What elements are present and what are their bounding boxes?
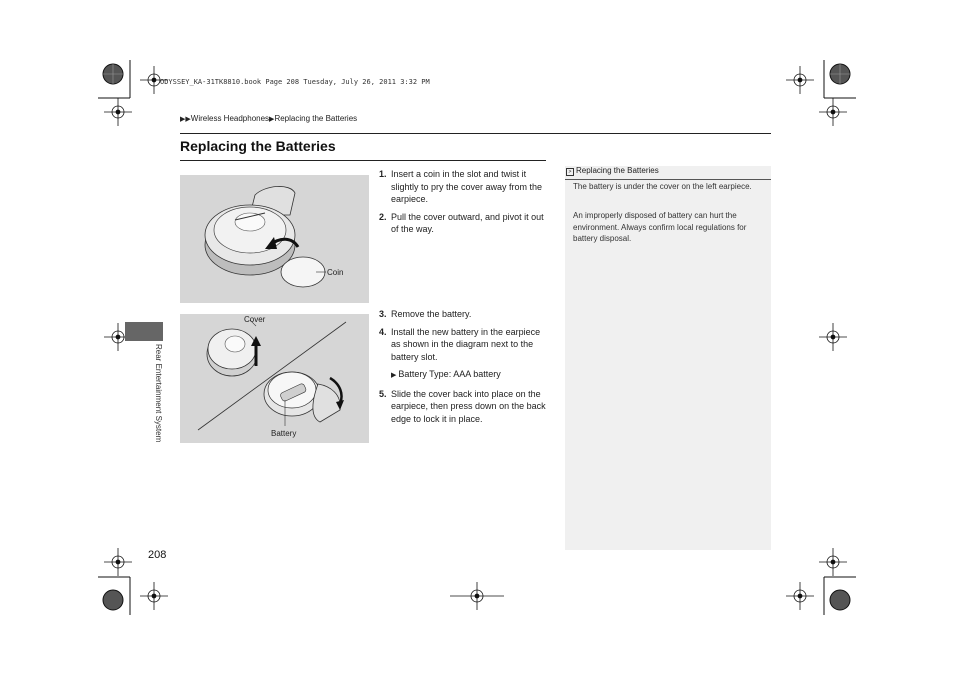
step-number: 5. — [379, 388, 387, 399]
step-item — [379, 168, 546, 206]
step-item — [379, 308, 546, 321]
arrow-icon: ▶ — [269, 116, 275, 123]
double-arrow-icon: ▶▶ — [180, 116, 191, 123]
chapter-tab-label: Rear Entertainment System — [154, 344, 163, 443]
step-item — [379, 211, 546, 236]
section-title: Replacing the Batteries — [180, 138, 336, 154]
title-rule — [180, 160, 546, 161]
header-rule — [180, 133, 771, 134]
step-item — [379, 326, 546, 364]
earpiece-illustration — [180, 175, 369, 303]
figure-cover-battery — [180, 314, 369, 443]
steps-group-2 — [379, 308, 546, 430]
chapter-tab[interactable] — [125, 322, 163, 341]
sidebar-paragraph: An improperly disposed of battery can hurt the environment. Always confirm local regulations for battery disposal. — [573, 211, 747, 243]
sidebar-heading — [566, 166, 771, 176]
breadcrumb-level2[interactable]: Replacing the Batteries — [274, 114, 358, 123]
step-text: Pull the cover outward, and pivot it out of the way. — [391, 211, 544, 234]
figure-coin-in-slot — [180, 175, 369, 303]
print-header: ODYSSEY_KA-31TK8810.book Page 208 Tuesday, July 26, 2011 3:32 PM — [160, 78, 430, 86]
note-icon: > — [566, 168, 574, 176]
sidebar-paragraph: The battery is under the cover on the left earpiece. — [573, 182, 752, 191]
battery-type-note — [391, 368, 546, 383]
step-text: Remove the battery. — [391, 309, 472, 319]
step-number: 1. — [379, 169, 387, 179]
breadcrumb — [180, 114, 357, 123]
page-number: 208 — [148, 549, 167, 561]
breadcrumb-level1[interactable]: Wireless Headphones — [190, 114, 270, 123]
step-item — [379, 388, 546, 426]
step-number: 3. — [379, 309, 387, 319]
arrow-icon: ▶ — [391, 372, 399, 379]
sidebar-heading-text: Replacing the Batteries — [576, 166, 659, 175]
callout-battery: Battery — [271, 429, 297, 438]
callout-cover: Cover — [244, 315, 266, 324]
step-text: Install the new battery in the earpiece as shown in the diagram next to the battery slot. — [391, 326, 541, 362]
sidebar-rule — [565, 179, 771, 180]
callout-coin: Coin — [327, 268, 344, 277]
step-number: 2. — [379, 211, 387, 222]
step-text: Slide the cover back into place on the earpiece, then press down on the back edge to lock it in place. — [391, 388, 546, 424]
steps-group-1 — [379, 168, 546, 241]
battery-compartment-illustration — [180, 314, 369, 443]
battery-type-text: Battery Type: AAA battery — [398, 369, 501, 379]
step-text: Insert a coin in the slot and twist it slightly to pry the cover away from the earpiece. — [391, 169, 543, 204]
step-number: 4. — [379, 326, 387, 337]
